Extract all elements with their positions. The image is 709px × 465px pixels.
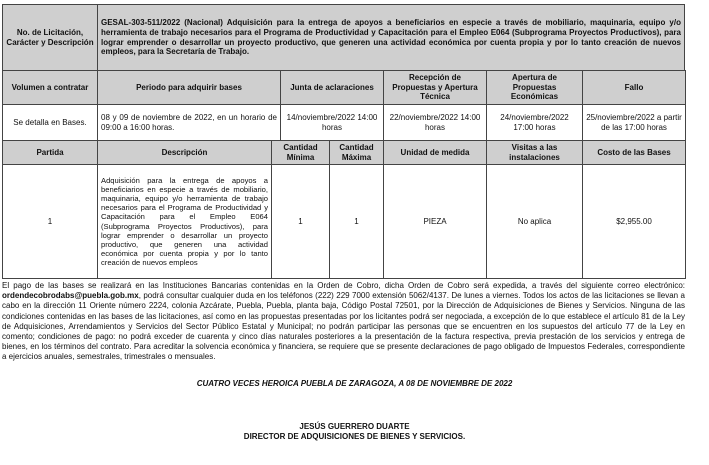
schedule-technical-opening: 22/noviembre/2022 14:00 horas	[384, 105, 487, 141]
schedule-header-ruling: Fallo	[583, 71, 686, 105]
items-header-cost: Costo de las Bases	[583, 141, 686, 165]
item-description: Adquisición para la entrega de apoyos a beneficiarios en especie a través de mobiliario, maquinaria, equipo y/o herramienta de trabajo necesarios para el Programa de Productividad y Capacitación para el Empleo E064 (Subprograma Proyectos Productivos), para lograr emprender o desarrollar un proyecto productivo, que generen una actividad económica por cuenta propia y por lo tanto creación de nuevos empleos	[98, 165, 272, 279]
schedule-header-technical-opening: Recepción de Propuestas y Apertura Técnica	[384, 71, 487, 105]
schedule-header-economic-opening: Apertura de Propuestas Económicas	[487, 71, 583, 105]
tender-number-label: No. de Licitación, Carácter y Descripción	[3, 5, 98, 71]
tender-header-table	[2, 4, 685, 71]
schedule-clarifications: 14/noviembre/2022 14:00 horas	[281, 105, 384, 141]
signer-title: DIRECTOR DE ADQUISICIONES DE BIENES Y SERVICIOS.	[243, 432, 466, 441]
items-header-description: Descripción	[98, 141, 272, 165]
schedule-table	[2, 70, 686, 141]
item-max-qty: 1	[330, 165, 384, 279]
schedule-period: 08 y 09 de noviembre de 2022, en un horario de 09:00 a 16:00 horas.	[98, 105, 281, 141]
item-visits: No aplica	[487, 165, 583, 279]
items-header-lot: Partida	[3, 141, 98, 165]
items-table	[2, 140, 686, 279]
tender-description: GESAL-303-511/2022 (Nacional) Adquisición para la entrega de apoyos a beneficiarios en especie a través de mobiliario, maquinaria, equipo y/o herramienta de trabajo necesarios para el Programa de Productividad y Capacitación para el Empleo E064 (Subprograma Proyectos Productivos), para lograr emprender o desarrollar un proyecto productivo, que generen una actividad económica por cuenta propia y por lo tanto creación de nuevos empleos, para la Secretaría de Trabajo.	[98, 5, 685, 71]
schedule-volume: Se detalla en Bases.	[3, 105, 98, 141]
conditions-paragraph	[2, 281, 685, 363]
schedule-ruling: 25/noviembre/2022 a partir de las 17:00 horas	[583, 105, 686, 141]
schedule-header-clarifications: Junta de aclaraciones	[281, 71, 384, 105]
table-row	[3, 165, 686, 279]
item-lot: 1	[3, 165, 98, 279]
items-header-unit: Unidad de medida	[384, 141, 487, 165]
item-min-qty: 1	[272, 165, 330, 279]
item-unit: PIEZA	[384, 165, 487, 279]
conditions-text: , podrá consultar cualquier duda en los teléfonos (222) 229 7000 extensión 5062/4137. De lunes a viernes. Todos los actos de las licitaciones se llevan a cabo en la dirección 11 Oriente número 2224, colonia Azcárate, Puebla, Puebla, planta baja, Código Postal 72501, por la Dirección de Adquisiciones de Bienes y Servicios. Ninguna de las condiciones contenidas en las bases de las licitaciones, así como en las propuestas presentadas por los licitantes podrá ser negociada, a excepción de lo que establece el artículo 81 de la Ley de Adquisiciones, Arrendamientos y Servicios del Sector Público Estatal y Municipal; no podrán participar las personas que se encuentren en los supuestos del artículo 77 de la Ley en comento; condiciones de pago: no podrá exceder de cuarenta y cinco días naturales posteriores a la presentación de la factura respectiva, previa prestación de los servicios y entrega de bienes, en los términos del contrato. Para acreditar la solvencia económica y financiera, se requiere que se presente declaraciones de pago obligado de Impuestos Federales, correspondiente a ejercicios anuales, semestrales, trimestrales o mensuales.	[2, 291, 685, 362]
schedule-economic-opening: 24/noviembre/2022 17:00 horas	[487, 105, 583, 141]
items-header-min-qty: Cantidad Mínima	[272, 141, 330, 165]
item-cost: $2,955.00	[583, 165, 686, 279]
items-header-visits: Visitas a las instalaciones	[487, 141, 583, 165]
schedule-header-volume: Volumen a contratar	[3, 71, 98, 105]
payment-email-link[interactable]: ordendecobrodabs@puebla.gob.mx	[2, 291, 139, 301]
place-and-date: CUATRO VECES HEROICA PUEBLA DE ZARAGOZA, A 08 DE NOVIEMBRE DE 2022	[196, 379, 513, 388]
signer-name: JESÚS GUERRERO DUARTE	[299, 422, 410, 431]
tender-table	[2, 4, 685, 279]
schedule-header-period: Periodo para adquirir bases	[98, 71, 281, 105]
items-header-max-qty: Cantidad Máxima	[330, 141, 384, 165]
payment-text: El pago de las bases se realizará en las Instituciones Bancarias contenidas en la Orden de Cobro, dicha Orden de Cobro será expedida, a través del siguiente correo electrónico:	[2, 281, 685, 290]
